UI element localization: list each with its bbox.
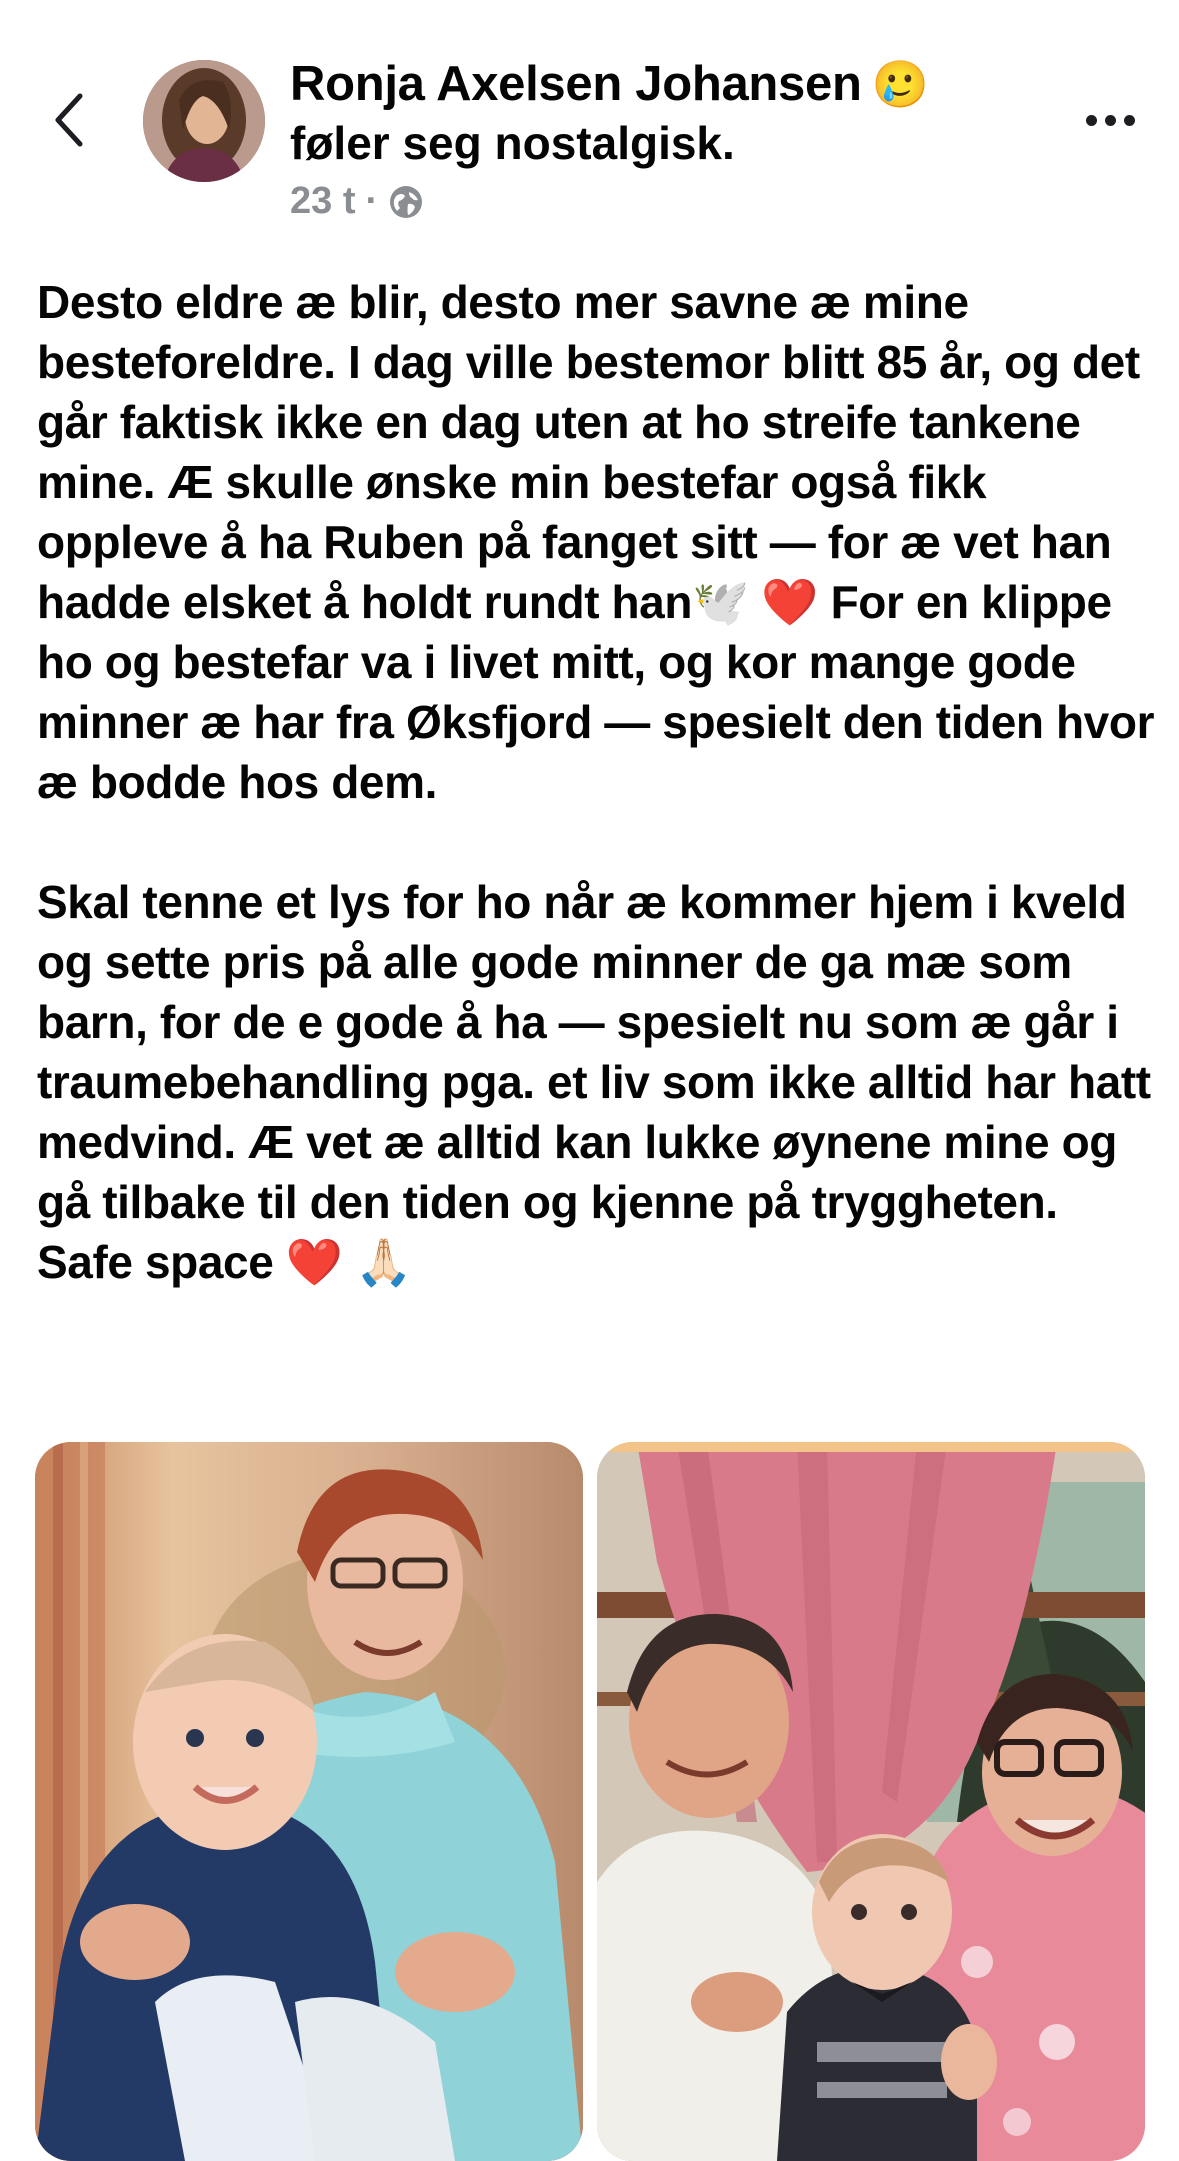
- avatar-image: [143, 60, 265, 182]
- back-button[interactable]: [40, 80, 100, 160]
- feeling-emoji: 🥲: [871, 57, 929, 110]
- post-paragraph: Skal tenne et lys for ho når æ kommer hjem i kveld og sette pris på alle gode minner de ga mæ som barn, for de e gode å ha — spesielt nu som æ går i traumebehandling pga. et liv som ikke alltid har hatt medvind. Æ vet æ alltid kan lukke øynene mine og gå tilbake til den tiden og kjenne på tryggheten. Safe space ❤️ 🙏🏻: [37, 876, 1151, 1288]
- post-body: [37, 272, 1157, 1352]
- post-timestamp[interactable]: 23 t: [290, 180, 356, 222]
- author-name[interactable]: Ronja Axelsen Johansen: [290, 57, 862, 111]
- globe-icon[interactable]: [388, 184, 424, 220]
- chevron-left-icon: [50, 90, 90, 150]
- post-header: [0, 0, 1179, 250]
- photo-grid: [35, 1442, 1145, 2161]
- post-meta: [290, 180, 424, 223]
- more-horizontal-icon: [1086, 115, 1135, 126]
- post-paragraph: Desto eldre æ blir, desto mer savne æ mine besteforeldre. I dag ville bestemor blitt 85 år, og det går faktisk ikke en dag uten at ho streife tankene mine. Æ skulle ønske min bestefar også fikk oppleve å ha Ruben på fanget sitt — for æ vet han hadde elsket å holdt rundt han🕊️ ❤️ For en klippe ho og bestefar va i livet mitt, og kor mange gode minner æ har fra Øksfjord — spesielt den tiden hvor æ bodde hos dem.: [37, 276, 1155, 808]
- feeling-text: føler seg nostalgisk.: [290, 117, 735, 169]
- more-options-button[interactable]: [1075, 100, 1145, 140]
- photo-grandparents-baby[interactable]: [597, 1442, 1145, 2161]
- author-name-line: [290, 56, 929, 112]
- photo-image: [597, 1442, 1145, 2161]
- photo-grandmother-baby[interactable]: [35, 1442, 583, 2161]
- avatar[interactable]: [143, 60, 265, 182]
- photo-image: [35, 1442, 583, 2161]
- meta-separator: ·: [365, 180, 379, 222]
